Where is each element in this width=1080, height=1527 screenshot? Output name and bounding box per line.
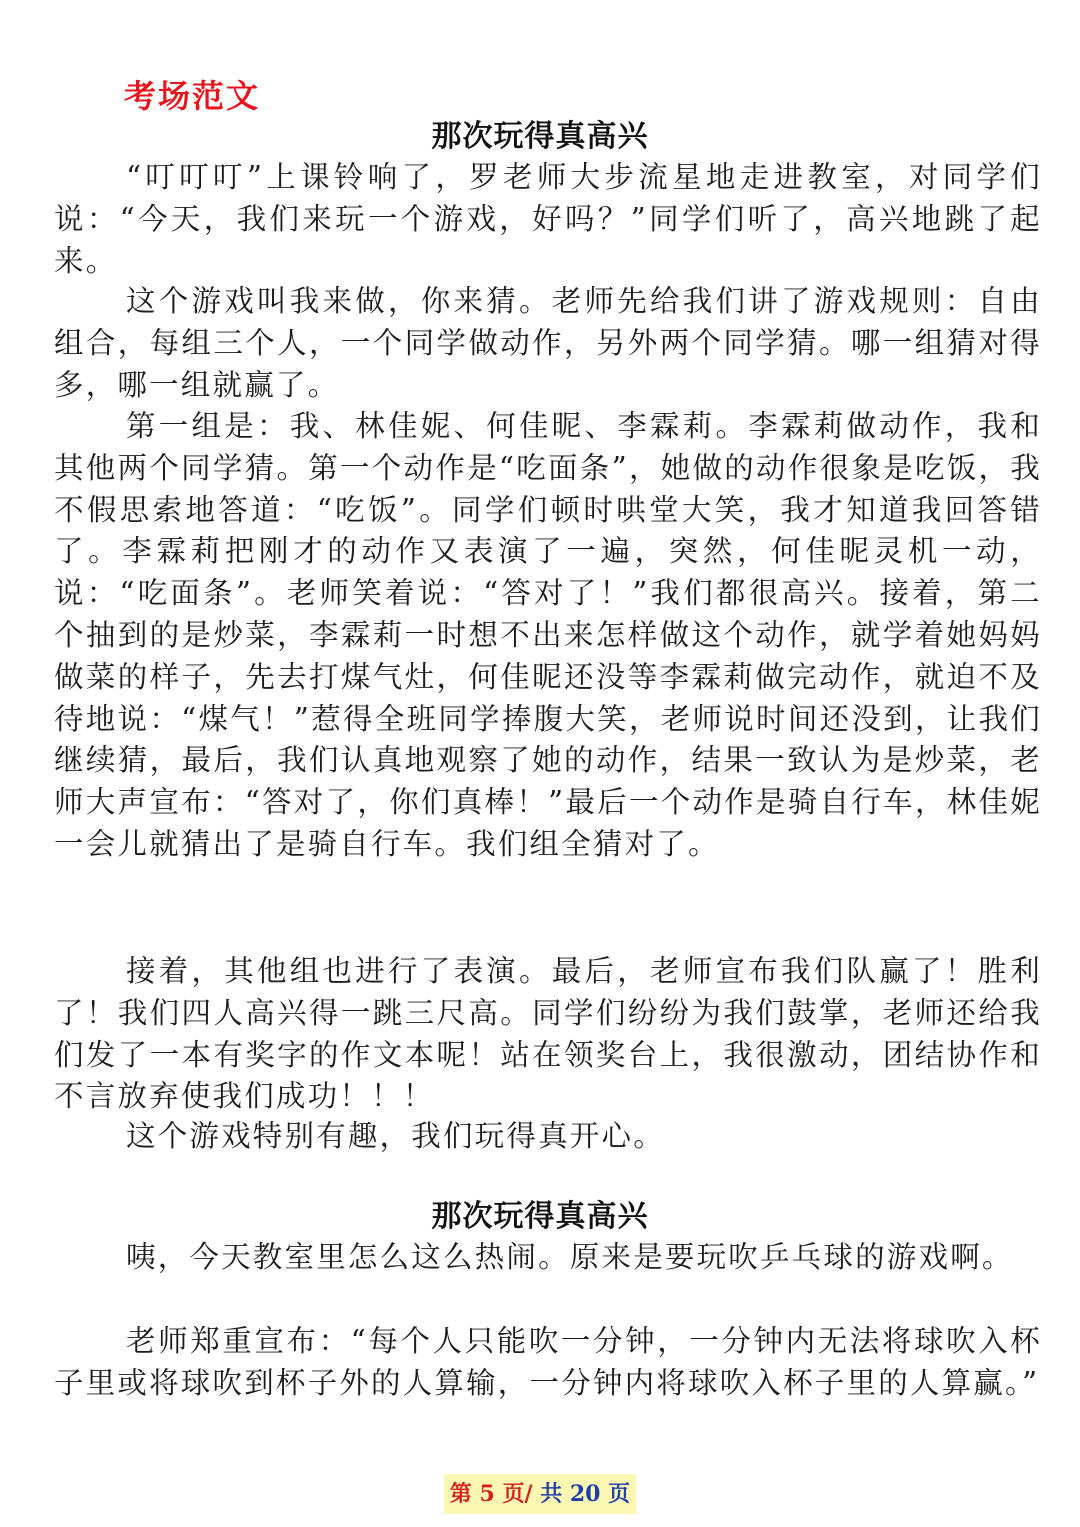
- page-indicator: [444, 1474, 636, 1514]
- essay-1-paragraph-3: 第一组是：我、林佳妮、何佳昵、李霖莉。李霖莉做动作，我和其他两个同学猜。第一个动作是“吃面条”，她做的动作很象是吃饭，我不假思索地答道：“吃饭”。同学们顿时哄堂大笑，我才知道我回答错了。李霖莉把刚才的动作又表演了一遍，突然，何佳昵灵机一动，说：“吃面条”。老师笑着说：“答对了！”我们都很高兴。接着，第二个抽到的是炒菜，李霖莉一时想不出来怎样做这个动作，就学着她妈妈做菜的样子，先去打煤气灶，何佳昵还没等李霖莉做完动作，就迫不及待地说：“煤气！”惹得全班同学捧腹大笑，老师说时间还没到，让我们继续猜，最后，我们认真地观察了她的动作，结果一致认为是炒菜，老师大声宣布：“答对了，你们真棒！”最后一个动作是骑自行车，林佳妮一会儿就猜出了是骑自行车。我们组全猜对了。: [54, 409, 1042, 861]
- essay-1-paragraph-1: “叮叮叮”上课铃响了，罗老师大步流星地走进教室，对同学们说：“今天，我们来玩一个游戏，好吗？”同学们听了，高兴地跳了起来。: [54, 160, 1042, 278]
- total-prefix: 共: [540, 1481, 563, 1507]
- essay-1-title: 那次玩得真高兴: [431, 119, 649, 154]
- essay-1-paragraph-5: 这个游戏特别有趣，我们玩得真开心。: [126, 1119, 665, 1153]
- essay-2-paragraph-2: 老师郑重宣布：“每个人只能吹一分钟，一分钟内无法将球吹入杯子里或将球吹到杯子外的人算输，一分钟内将球吹入杯子里的人算赢。”: [54, 1324, 1042, 1400]
- section-label: 考场范文: [124, 77, 261, 115]
- essay-1-paragraph-4: 接着，其他组也进行了表演。最后，老师宣布我们队赢了！胜利了！我们四人高兴得一跳三尺高。同学们纷纷为我们鼓掌，老师还给我们发了一本有奖字的作文本呢！站在领奖台上，我很激动，团结协作和不言放弃使我们成功！！！: [54, 954, 1042, 1114]
- essay-2-title: 那次玩得真高兴: [431, 1199, 649, 1234]
- total-suffix: 页: [608, 1481, 631, 1507]
- essay-1-paragraph-2: 这个游戏叫我来做，你来猜。老师先给我们讲了游戏规则：自由组合，每组三个人，一个同学做动作，另外两个同学猜。哪一组猜对得多，哪一组就赢了。: [54, 284, 1042, 402]
- total-pages: 20: [569, 1481, 601, 1507]
- page-footer: [0, 1474, 1080, 1514]
- page-prefix: 第: [449, 1481, 472, 1507]
- page-number: 5: [479, 1481, 495, 1507]
- page-suffix: 页/: [502, 1481, 533, 1507]
- essay-2-paragraph-1: 咦，今天教室里怎么这么热闹。原来是要玩吹乒乓球的游戏啊。: [126, 1240, 1014, 1274]
